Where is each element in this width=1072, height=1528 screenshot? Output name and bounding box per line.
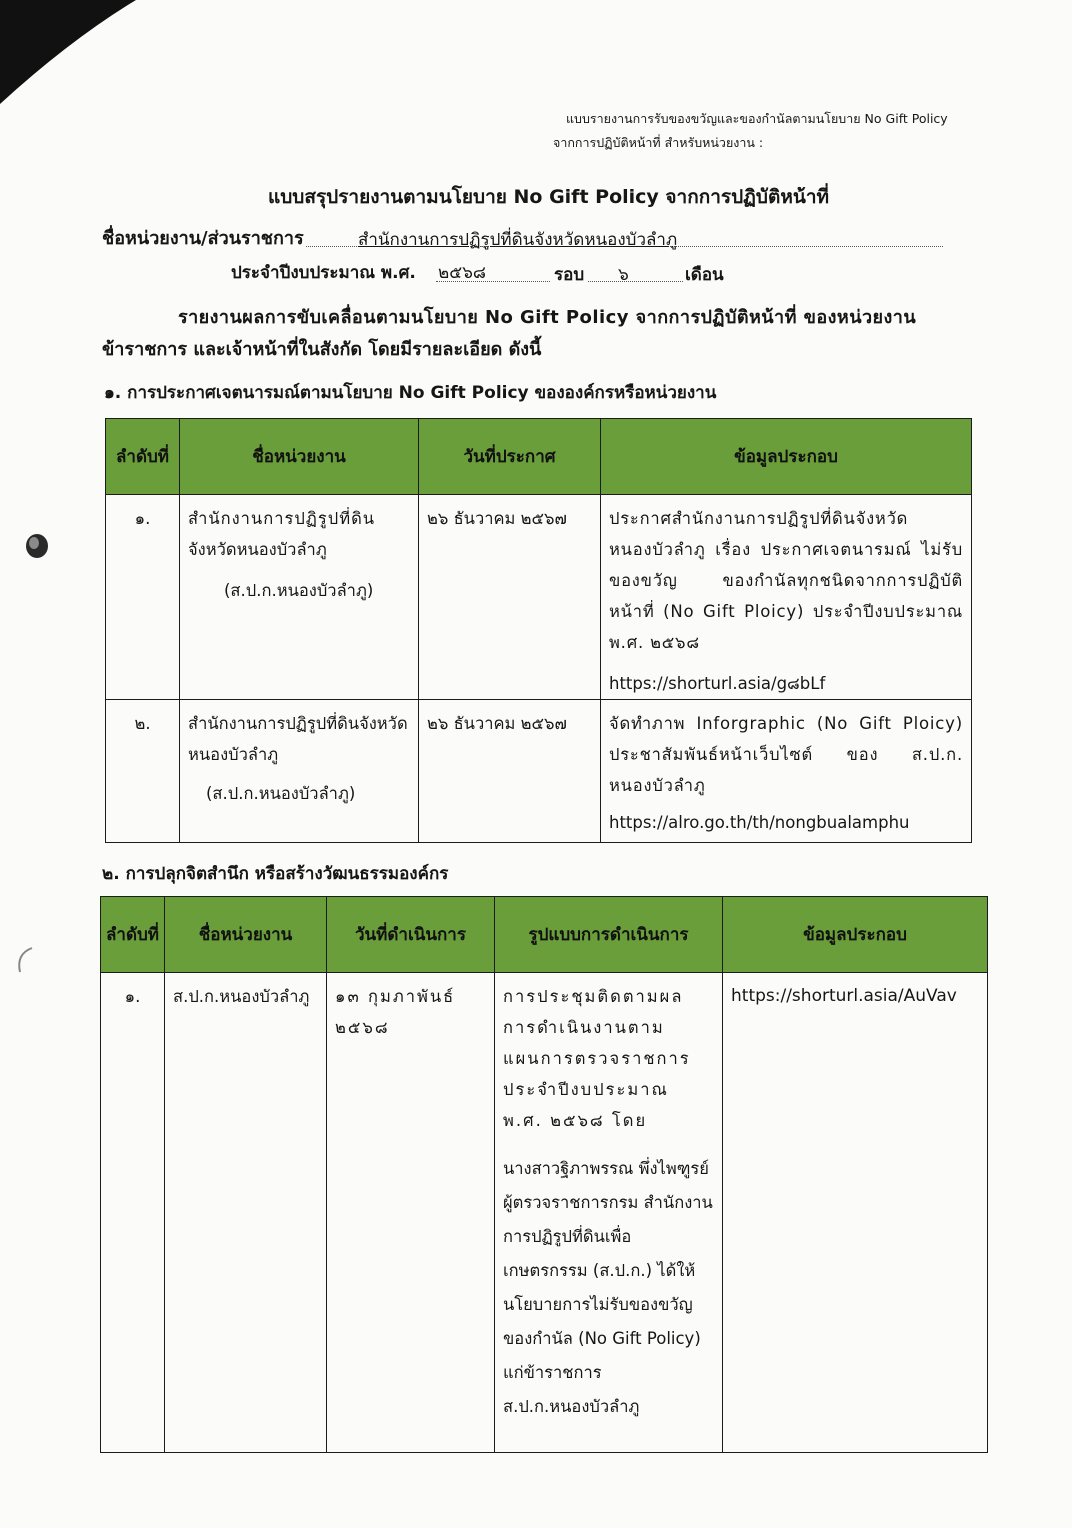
table-row [101,973,988,1453]
binder-hole-mark [12,944,38,978]
format-cell [495,973,723,1453]
agency-line: จังหวัดหนองบัวลำภู [188,540,327,559]
intro-line2: ข้าราชการ และเจ้าหน้าที่ในสังกัด โดยมีรายละเอียด ดังนี้ [102,339,542,360]
announcement-table-header [106,419,972,495]
scan-corner-shadow [0,0,140,110]
col-header-no: ลำดับที่ [106,419,180,495]
page-title: แบบสรุปรายงานตามนโยบาย No Gift Policy จากการปฏิบัติหน้าที่ [268,186,830,208]
fiscal-year-label: ประจำปีงบประมาณ พ.ศ. [231,263,416,283]
col-header-agency: ชื่อหน่วยงาน [180,419,419,495]
agency-abbrev: (ส.ป.ก.หนองบัวลำภู) [224,581,374,600]
agency-cell: ส.ป.ก.หนองบัวลำภู [165,973,327,1453]
row-number: ๒. [106,700,180,843]
binder-hole-mark [22,530,52,562]
col-header-info: ข้อมูลประกอบ [601,419,972,495]
info-text: ประกาศสำนักงานการปฏิรูปที่ดินจังหวัดหนองบัวลำภู เรื่อง ประกาศเจตนารมณ์ ไม่รับของขวัญ ของกำนัลทุกชนิดจากการปฏิบัติหน้าที่ (No Gift Ploicy) ประจำปีงบประมาณ พ.ศ. ๒๕๖๘ [609,509,963,652]
row-number: ๑. [106,495,180,700]
awareness-table-header [101,897,988,973]
intro-line1: รายงานผลการขับเคลื่อนตามนโยบาย No Gift Policy จากการปฏิบัติหน้าที่ ของหน่วยงาน [178,307,917,328]
round-value: ๖ [618,265,629,285]
col-header-action-date: วันที่ดำเนินการ [327,897,495,973]
agency-line: สำนักงานการปฏิรูปที่ดินจังหวัด [188,714,408,733]
announce-date: ๒๖ ธันวาคม ๒๕๖๗ [419,700,601,843]
month-label: เดือน [685,265,724,285]
format-text: นางสาวฐิภาพรรณ พึ่งไพฑูรย์ ผู้ตรวจราชการกรม สำนักงานการปฏิรูปที่ดินเพื่อเกษตรกรรม (ส.ป.ก.) ได้ให้นโยบายการไม่รับของขวัญของกำนัล (No Gift Policy) แก่ข้าราชการ ส.ป.ก.หนองบัวลำภู [503,1159,713,1416]
announcement-table [105,418,972,843]
table-row [106,495,972,700]
col-header-announce-date: วันที่ประกาศ [419,419,601,495]
format-text: การประชุมติดตามผลการดำเนินงานตามแผนการตรวจราชการ ประจำปีงบประมาณ พ.ศ. ๒๕๖๘ โดย [503,987,691,1130]
info-cell [601,495,972,700]
agency-line: หนองบัวลำภู [188,745,279,764]
form-header-line1: แบบรายงานการรับของขวัญและของกำนัลตามนโยบาย No Gift Policy [566,111,948,126]
announce-date: ๒๖ ธันวาคม ๒๕๖๗ [419,495,601,700]
fiscal-year-value: ๒๕๖๘ [438,263,486,283]
col-header-format: รูปแบบการดำเนินการ [495,897,723,973]
col-header-info: ข้อมูลประกอบ [723,897,988,973]
agency-cell [180,700,419,843]
round-label: รอบ [554,265,585,285]
agency-value: สำนักงานการปฏิรูปที่ดินจังหวัดหนองบัวลำภู [358,230,678,250]
info-link[interactable]: https://alro.go.th/th/nongbualamphu [609,813,910,832]
action-date: ๑๓ กุมภาพันธ์ ๒๕๖๘ [327,973,495,1453]
info-link[interactable]: https://shorturl.asia/AuVav [723,973,988,1453]
col-header-no: ลำดับที่ [101,897,165,973]
col-header-agency: ชื่อหน่วยงาน [165,897,327,973]
agency-cell [180,495,419,700]
info-text: จัดทำภาพ Inforgraphic (No Gift Ploicy) ประชาสัมพันธ์หน้าเว็บไซต์ ของ ส.ป.ก. หนองบัวลำภู [609,714,963,795]
round-dotted-line [588,281,683,282]
section2-heading: ๒. การปลุกจิตสำนึก หรือสร้างวัฒนธรรมองค์กร [102,864,449,884]
section1-heading: ๑. การประกาศเจตนารมณ์ตามนโยบาย No Gift Policy ขององค์กรหรือหน่วยงาน [104,383,717,403]
table-row [106,700,972,843]
agency-label: ชื่อหน่วยงาน/ส่วนราชการ [102,228,304,249]
agency-line: สำนักงานการปฏิรูปที่ดิน [188,509,376,528]
agency-abbrev: (ส.ป.ก.หนองบัวลำภู) [206,784,356,803]
info-link[interactable]: https://shorturl.asia/g๘bLf [609,674,826,693]
form-header-line2: จากการปฏิบัติหน้าที่ สำหรับหน่วยงาน : [553,135,764,150]
info-cell [601,700,972,843]
awareness-table [100,896,988,1453]
row-number: ๑. [101,973,165,1453]
